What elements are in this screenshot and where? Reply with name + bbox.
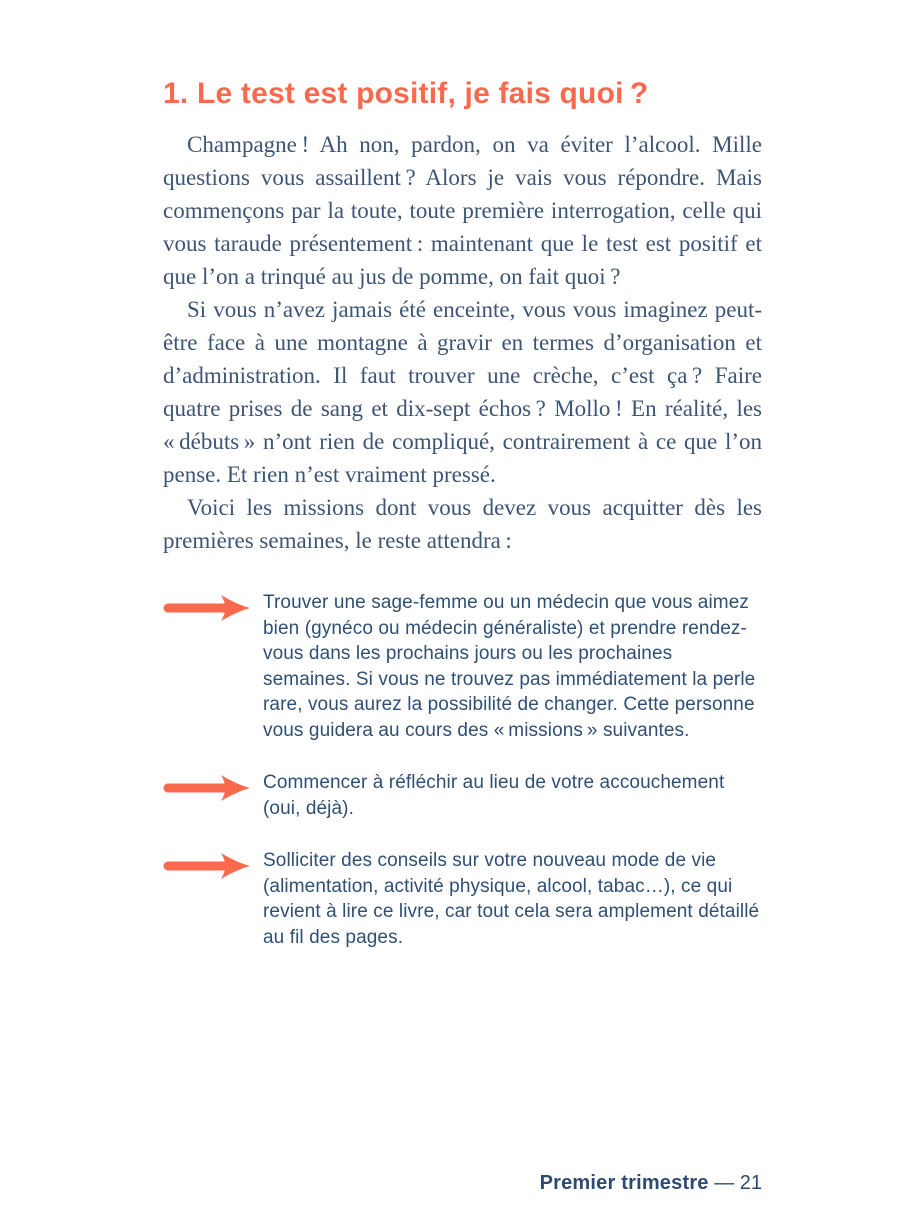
list-item bbox=[163, 848, 762, 950]
arrow-right-icon bbox=[163, 770, 263, 803]
mission-list bbox=[163, 590, 762, 950]
paragraph-reassurance: Si vous n’avez jamais été enceinte, vous vous imaginez peut-être face à une montagne à gravir en termes d’organisation et d’administration. Il faut trouver une crèche, c’est ça ? Faire quatre prises de sang et dix-sept échos ? Mollo ! En réalité, les « débuts » n’ont rien de compliqué, contrairement à ce que l’on pense. Et rien n’est vraiment pressé. bbox=[163, 297, 762, 487]
mission-text-lifestyle-advice: Solliciter des conseils sur votre nouveau mode de vie (alimentation, activité physique, alcool, tabac…), ce qui revient à lire ce livre, car tout cela sera amplement détaillé au fil des pages. bbox=[263, 850, 760, 948]
arrow-right-icon bbox=[163, 590, 263, 623]
paragraph-missions-lead: Voici les missions dont vous devez vous acquitter dès les premières semaines, le reste attendra : bbox=[163, 495, 762, 553]
page-footer bbox=[540, 1172, 762, 1195]
page-content bbox=[163, 76, 762, 977]
mission-text-birth-place: Commencer à réfléchir au lieu de votre accouchement (oui, déjà). bbox=[263, 772, 725, 819]
paragraph-intro: Champagne ! Ah non, pardon, on va éviter l’alcool. Mille questions vous assaillent ? Alors je vais vous répondre. Mais commençons par la toute, toute première interrogation, celle qui vous taraude présentement : maintenant que le test est positif et que l’on a trinqué au jus de pomme, on fait quoi ? bbox=[163, 132, 762, 289]
footer-separator: — bbox=[714, 1172, 735, 1194]
list-item bbox=[163, 770, 762, 821]
mission-text-find-midwife: Trouver une sage-femme ou un médecin que vous aimez bien (gynéco ou médecin généraliste) et prendre rendez-vous dans les prochains jours ou les prochaines semaines. Si vous ne trouvez pas immédiatement la perle rare, vous aurez la possibilité de changer. Cette personne vous guidera au cours des « missions » suivantes. bbox=[263, 592, 756, 741]
list-item bbox=[163, 590, 762, 743]
chapter-heading: 1. Le test est positif, je fais quoi ? bbox=[163, 77, 649, 110]
footer-section-title: Premier trimestre bbox=[539, 1172, 709, 1194]
page-number: 21 bbox=[739, 1172, 762, 1194]
arrow-right-icon bbox=[163, 848, 263, 881]
